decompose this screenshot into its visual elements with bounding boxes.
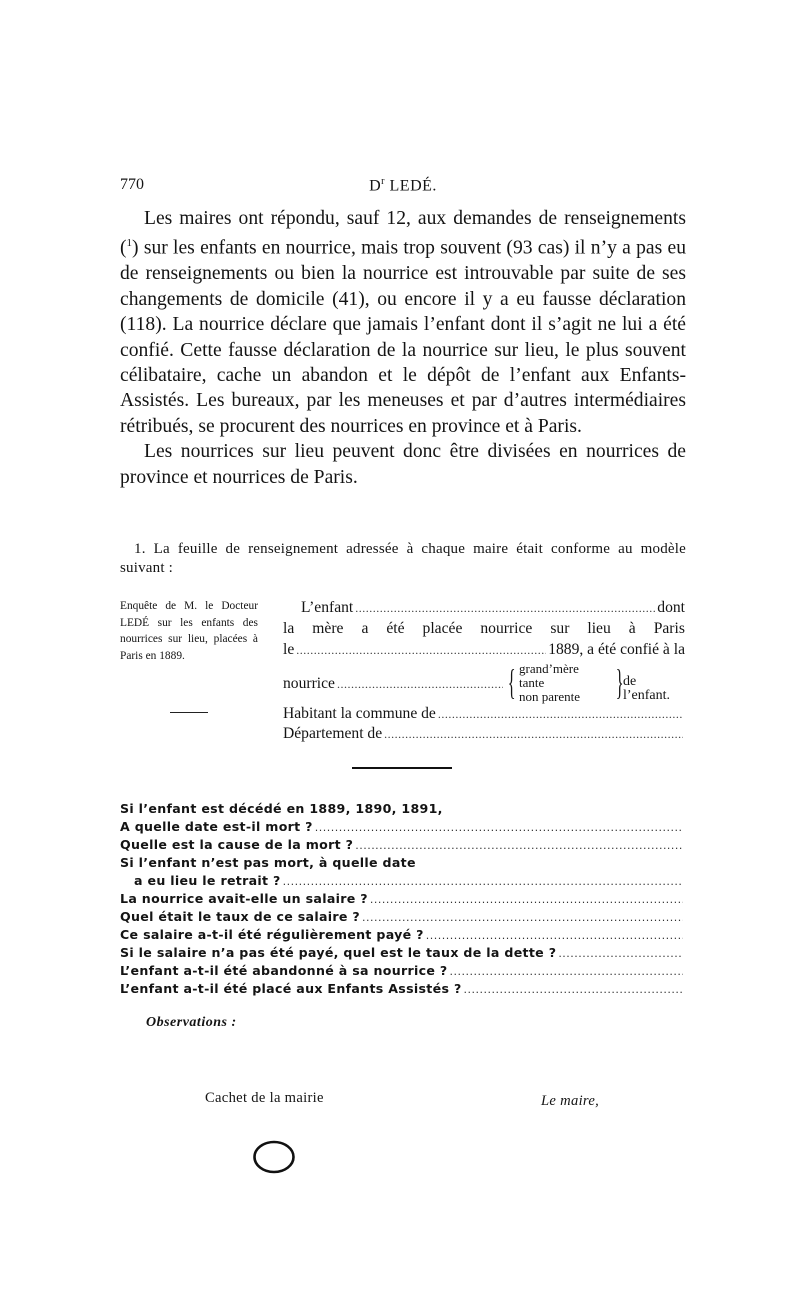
brace-suffix: de l’enfant. xyxy=(623,674,671,703)
page-number: 770 xyxy=(120,176,144,193)
dotted-leader xyxy=(384,724,683,744)
paragraph-1 xyxy=(120,206,686,439)
running-title xyxy=(120,176,686,195)
dotted-leader xyxy=(438,704,683,724)
dotted-leader xyxy=(362,909,683,927)
form-line-departement: Département de ..... xyxy=(283,724,685,744)
question-line: Ce salaire a-t-il été régulièrement payé ? ..... xyxy=(120,926,685,944)
question-line: Si l’enfant n’est pas mort, à quelle date xyxy=(120,855,416,870)
question-line: a eu lieu le retrait ? ..... xyxy=(134,872,685,890)
body-text xyxy=(120,206,686,490)
dotted-leader xyxy=(355,598,655,618)
dotted-leader xyxy=(355,837,683,855)
side-note: Enquête de M. le Docteur LEDÉ sur les enfants des nourrices sur lieu, placées à Paris en 1889. xyxy=(120,600,258,662)
question-line: A quelle date est-il mort ? ..... xyxy=(120,818,685,836)
question-line: L’enfant a-t-il été placé aux Enfants Assistés ? ..... xyxy=(120,980,685,998)
dotted-leader xyxy=(296,640,546,660)
cachet-label: Cachet de la mairie xyxy=(205,1090,324,1106)
form-line-mere xyxy=(283,619,685,639)
question-line: Quel était le taux de ce salaire ? ..... xyxy=(120,908,685,926)
relationship-brace xyxy=(509,662,685,704)
option-grandmere: grand’mère xyxy=(519,661,579,676)
paragraph-2: Les nourrices sur lieu peuvent donc être divisées en nourrices de province et nourrices de Paris. xyxy=(120,441,686,488)
question-line: L’enfant a-t-il été abandonné à sa nourrice ? ..... xyxy=(120,962,685,980)
question-intro: Si l’enfant est décédé en 1889, 1890, 1891, xyxy=(120,801,443,816)
side-note-dash xyxy=(170,712,208,713)
paragraph-1-part-b: ) sur les enfants en nourrice, mais trop souvent (93 cas) il n’y a pas eu de renseignements ou bien la nourrice est introuvable par suite de ses changements de domicile (41), ou encore il y a eu fausse déclaration (118). La nourrice déclare que jamais l’enfant dont il s’agit ne lui a été confié. Cette fausse déclaration de la nourrice sur lieu, le plus souvent célibataire, cache un abandon et le dépôt de l’enfant aux Enfants-Assistés. Les bureaux, par les meneuses et par d’autres intermédiaires rétribués, se procurent des nourrices en province et à Paris. xyxy=(120,237,686,437)
form-line-mere-words: la mère a été placée nourrice sur lieu à Paris xyxy=(283,620,685,637)
dotted-leader xyxy=(450,963,683,981)
form-line-enfant: L’enfant ..... dont xyxy=(283,598,685,618)
question-line: La nourrice avait-elle un salaire ? ..... xyxy=(120,890,685,908)
paragraph-1-part-a: Les maires ont répondu, sauf 12, aux demandes de renseignements ( xyxy=(120,208,686,259)
form-line-date: le ..... 1889, a été confié à la xyxy=(283,640,685,660)
dotted-leader xyxy=(370,891,683,909)
maire-label: Le maire, xyxy=(541,1093,600,1109)
form-line-commune: Habitant la commune de ..... xyxy=(283,704,685,724)
form-line-nourrice: nourrice ..... xyxy=(283,674,505,694)
option-tante: tante xyxy=(519,675,545,690)
dotted-leader xyxy=(464,981,683,999)
dotted-leader xyxy=(426,927,683,945)
running-title-name: LEDÉ. xyxy=(389,177,437,195)
option-non-parente: non parente xyxy=(519,689,581,704)
question-line: Si le salaire n’a pas été payé, quel est le taux de la dette ? ..... xyxy=(120,944,685,962)
dotted-leader xyxy=(283,873,683,891)
running-title-prefix: D xyxy=(369,177,382,195)
running-title-sup: r xyxy=(381,176,386,187)
seal-circle-icon xyxy=(252,1139,296,1175)
question-line: Quelle est la cause de la mort ? ..... xyxy=(120,836,685,854)
dotted-leader xyxy=(337,674,503,694)
observations-label: Observations : xyxy=(146,1015,237,1030)
footnote: 1. La feuille de renseignement adressée à chaque maire était conforme au modèle suivant : xyxy=(120,541,686,576)
footnote-ref: 1 xyxy=(126,237,133,250)
right-brace-icon: } xyxy=(615,662,624,702)
dotted-leader xyxy=(558,945,683,963)
left-brace-icon: { xyxy=(507,662,516,702)
dotted-leader xyxy=(315,819,683,837)
separator-rule xyxy=(352,767,452,769)
page-header xyxy=(120,176,686,200)
